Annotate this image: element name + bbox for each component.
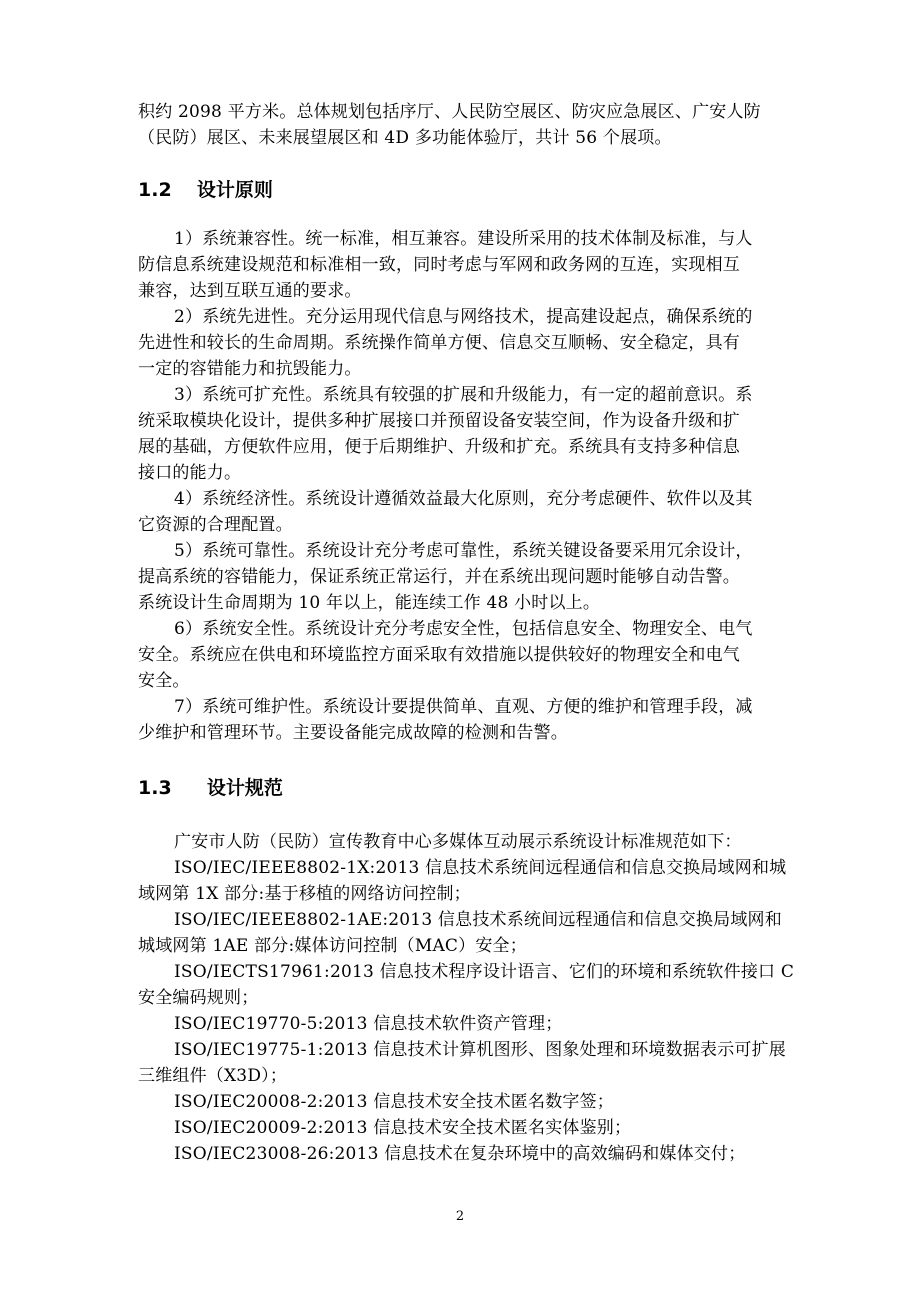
text-line: 4）系统经济性。系统设计遵循效益最大化原则，充分考虑硬件、软件以及其 [174,489,753,509]
section-heading-1-2 [138,176,273,204]
paragraph [138,382,804,486]
paragraph [138,1037,804,1089]
paragraph [138,907,804,959]
section-title: 设计规范 [206,777,283,799]
section-number: 1.2 [138,179,172,201]
text-line: 安全。 [138,671,190,691]
paragraph [138,855,804,907]
paragraph [138,1141,804,1167]
text-line: 3）系统可扩充性。系统具有较强的扩展和升级能力，有一定的超前意识。系 [174,385,753,405]
page-number: 2 [455,1209,465,1224]
text-line: ISO/IEC19770-5:2013 信息技术软件资产管理； [174,1014,563,1034]
section-body-1-3 [138,829,804,1167]
paragraph [138,226,804,304]
text-line: ISO/IEC23008-26:2013 信息技术在复杂环境中的高效编码和媒体交付； [174,1144,746,1164]
text-line: 系统设计生命周期为 10 年以上，能连续工作 48 小时以上。 [138,593,601,613]
text-line: 5）系统可靠性。系统设计充分考虑可靠性，系统关键设备要采用冗余设计， [174,541,753,561]
paragraph [138,1089,804,1115]
paragraph [138,304,804,382]
text-line: ISO/IEC/IEEE8802-1AE:2013 信息技术系统间远程通信和信息交换局域网和 [174,910,782,930]
text-line: （民防）展区、未来展望展区和 4D 多功能体验厅，共计 56 个展项。 [138,128,672,148]
text-line: 先进性和较长的生命周期。系统操作简单方便、信息交互顺畅、安全稳定，具有 [138,333,740,353]
text-line: 6）系统安全性。系统设计充分考虑安全性，包括信息安全、物理安全、电气 [174,619,753,639]
section-body-1-2 [138,226,804,746]
text-line: 安全编码规则； [138,988,259,1008]
text-line: 城域网第 1AE 部分:媒体访问控制（MAC）安全； [138,936,527,956]
paragraph [138,1011,804,1037]
text-line: 接口的能力。 [138,463,242,483]
text-line: 积约 2098 平方米。总体规划包括序厅、人民防空展区、防灾应急展区、广安人防 [138,102,761,122]
paragraph [138,959,804,1011]
text-line: 1）系统兼容性。统一标准，相互兼容。建设所采用的技术体制及标准，与人 [174,229,753,249]
text-line: 提高系统的容错能力，保证系统正常运行，并在系统出现问题时能够自动告警。 [138,567,740,587]
text-line: 少维护和管理环节。主要设备能完成故障的检测和告警。 [138,723,568,743]
text-line: 统采取模块化设计，提供多种扩展接口并预留设备安装空间，作为设备升级和扩 [138,411,740,431]
paragraph [138,829,804,855]
paragraph [138,486,804,538]
paragraph [138,694,804,746]
text-line: ISO/IECTS17961:2013 信息技术程序设计语言、它们的环境和系统软件接口 C [174,962,795,982]
paragraph [138,538,804,616]
text-line: 防信息系统建设规范和标准相一致，同时考虑与军网和政务网的互连，实现相互 [138,255,740,275]
text-line: 一定的容错能力和抗毁能力。 [138,359,362,379]
text-line: ISO/IEC19775-1:2013 信息技术计算机图形、图象处理和环境数据表示可扩展 [174,1040,786,1060]
section-heading-1-3 [138,774,283,802]
text-line: 展的基础，方便软件应用，便于后期维护、升级和扩充。系统具有支持多种信息 [138,437,740,457]
text-line: 安全。系统应在供电和环境监控方面采取有效措施以提供较好的物理安全和电气 [138,645,740,665]
section-number: 1.3 [138,777,172,799]
intro-paragraph [138,99,804,151]
paragraph [138,616,804,694]
text-line: ISO/IEC20009-2:2013 信息技术安全技术匿名实体鉴别； [174,1118,632,1138]
text-line: 三维组件（X3D）； [138,1066,288,1086]
text-line: ISO/IEC20008-2:2013 信息技术安全技术匿名数字签； [174,1092,614,1112]
text-line: 它资源的合理配置。 [138,515,293,535]
text-line: 广安市人防（民防）宣传教育中心多媒体互动展示系统设计标准规范如下： [174,832,742,852]
text-line: 域网第 1X 部分:基于移植的网络访问控制； [138,884,471,904]
text-line: 兼容，达到互联互通的要求。 [138,281,362,301]
text-line: 2）系统先进性。充分运用现代信息与网络技术，提高建设起点，确保系统的 [174,307,753,327]
text-line: ISO/IEC/IEEE8802-1X:2013 信息技术系统间远程通信和信息交换局域网和城 [174,858,787,878]
text-line: 7）系统可维护性。系统设计要提供简单、直观、方便的维护和管理手段，减 [174,697,753,717]
section-title: 设计原则 [196,179,273,201]
paragraph [138,1115,804,1141]
